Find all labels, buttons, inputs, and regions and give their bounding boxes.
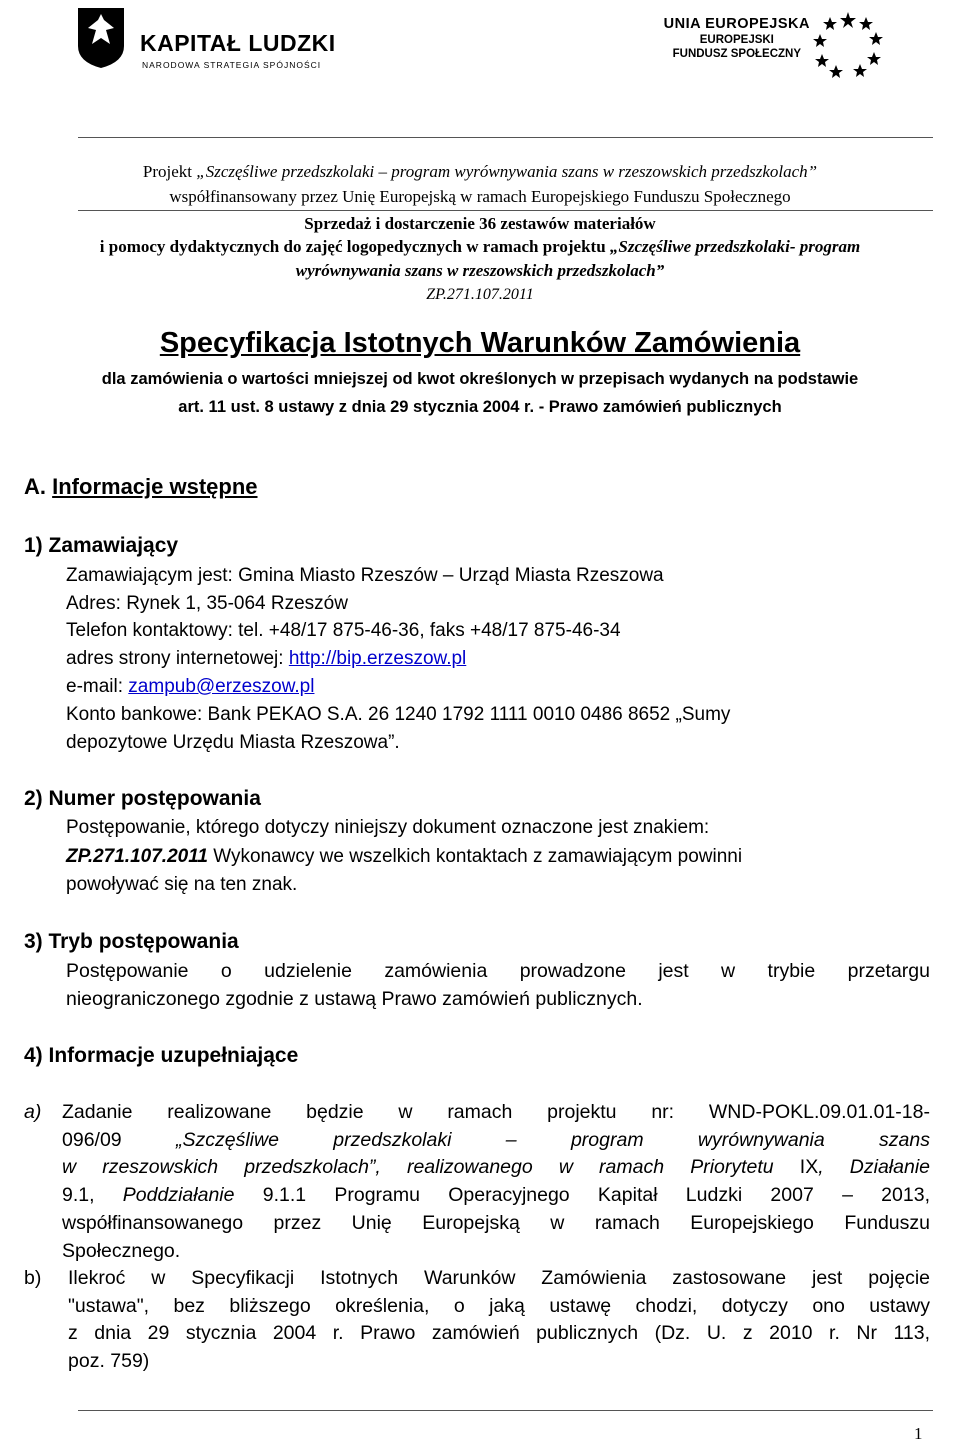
- s4-a-line-3-sep: ,: [818, 1156, 850, 1178]
- logo-left-subtitle: NARODOWA STRATEGIA SPÓJNOŚCI: [142, 60, 322, 70]
- s4-a-line-2-prefix: 096/09: [62, 1129, 176, 1151]
- footer-rule: [78, 1410, 933, 1411]
- sale-line-2-italic: „Szczęśliwe przedszkolaki- program: [609, 237, 861, 256]
- logo-right-text: [664, 16, 810, 60]
- s4-a-line-3: [62, 1156, 930, 1179]
- project-name: „Szczęśliwe przedszkolaki – program wyrównywania szans w rzeszowskich przedszkolach”: [196, 162, 818, 181]
- eu-efs-logo: [632, 10, 932, 86]
- s1-line-3: Telefon kontaktowy: tel. +48/17 875-46-36, faks +48/17 875-46-34: [66, 620, 621, 641]
- document-title: Specyfikacja Istotnych Warunków Zamówienia: [159, 327, 801, 359]
- sale-line-1: Sprzedaż i dostarczenie 36 zestawów materiałów: [304, 214, 656, 233]
- s4-a-line-4: [62, 1184, 930, 1207]
- cofinanced-line: współfinansowany przez Unię Europejską w ramach Europejskiego Funduszu Społecznego: [169, 187, 791, 206]
- poland-emblem-icon: [76, 6, 126, 70]
- s3-heading: 3) Tryb postępowania: [24, 930, 239, 953]
- s2-line-2-rest: Wykonawcy we wszelkich kontaktach z zamawiającym powinni: [207, 846, 743, 867]
- page-number: 1: [914, 1424, 923, 1443]
- s1-www-line: [66, 648, 466, 670]
- website-link[interactable]: http://bip.erzeszow.pl: [288, 648, 467, 669]
- s4-b-line-1: Ilekroć w Specyfikacji Istotnych Warunków Zamówienia zastosowane jest pojęcie: [68, 1267, 930, 1289]
- s4-b-line-3: z dnia 29 stycznia 2004 r. Prawo zamówień publicznych (Dz. U. z 2010 r. Nr 113,: [68, 1322, 930, 1344]
- sale-line-2: [0, 237, 960, 257]
- s1-bank-line-2: depozytowe Urzędu Miasta Rzeszowa”.: [66, 732, 400, 753]
- s4-b-line-2: "ustawa", bez bliższego określenia, o jaką ustawę chodzi, dotyczy ono ustawy: [68, 1295, 930, 1317]
- s2-line-2: [66, 846, 742, 868]
- email-link[interactable]: zampub@erzeszow.pl: [128, 676, 315, 697]
- s2-heading: 2) Numer postępowania: [24, 787, 261, 810]
- s4-a-line-5: współfinansowanego przez Unię Europejską w ramach Europejskiego Funduszu: [62, 1212, 930, 1234]
- s1-email-label: e-mail:: [66, 676, 129, 697]
- s4-a-line-4-b: 9.1.1 Programu Operacyjnego Kapitał Ludzki 2007 – 2013,: [234, 1184, 930, 1206]
- s4-a-label-text: a): [24, 1101, 42, 1123]
- s4-heading: 4) Informacje uzupełniające: [24, 1044, 299, 1067]
- s4-a-line-4-a: 9.1,: [62, 1184, 123, 1206]
- s4-a-line-2: [62, 1129, 930, 1152]
- s1-www-label: adres strony internetowej:: [66, 648, 289, 669]
- s4-b-label: b): [24, 1267, 42, 1289]
- s4-a-line-3-italic2: Działanie: [849, 1156, 930, 1178]
- s4-a-line-2-italic: „Szczęśliwe przedszkolaki – program wyrównywania szans: [176, 1129, 931, 1151]
- s4-b-line-4: poz. 759): [68, 1350, 150, 1372]
- s1-email-line: [66, 676, 314, 698]
- s4-a-line-3-italic: w rzeszowskich przedszkolach”, realizowanego w ramach Priorytetu: [62, 1156, 800, 1178]
- header-rule-bottom: [78, 210, 933, 211]
- header-rule-top: [78, 137, 933, 138]
- project-line: [0, 162, 960, 182]
- s1-line-2: Adres: Rynek 1, 35-064 Rzeszów: [66, 593, 348, 614]
- s3-line-2: nieograniczonego zgodnie z ustawą Prawo zamówień publicznych.: [66, 988, 643, 1010]
- s4-a-line-6: Społecznego.: [62, 1240, 181, 1262]
- s2-line-1: Postępowanie, którego dotyczy niniejszy dokument oznaczone jest znakiem:: [66, 817, 710, 838]
- eu-stars-icon: [812, 10, 884, 82]
- s1-heading: 1) Zamawiający: [24, 534, 179, 557]
- section-a-prefix: A.: [24, 474, 53, 499]
- s4-a-label: [24, 1101, 41, 1124]
- section-a-heading: [24, 474, 258, 500]
- s3-line-1: Postępowanie o udzielenie zamówienia prowadzone jest w trybie przetargu: [66, 960, 930, 982]
- subtitle-line-2: art. 11 ust. 8 ustawy z dnia 29 stycznia 2004 r. - Prawo zamówień publicznych: [178, 398, 782, 416]
- logo-left-title: KAPITAŁ LUDZKI: [140, 30, 336, 56]
- s2-line-3: powoływać się na ten znak.: [66, 874, 298, 895]
- logo-right-line2: EUROPEJSKI: [699, 34, 774, 46]
- sale-line-2-prefix: i pomocy dydaktycznych do zajęć logopedycznych w ramach projektu: [99, 237, 610, 256]
- reference-number: ZP.271.107.2011: [426, 286, 534, 303]
- project-prefix: Projekt: [142, 162, 197, 181]
- s2-ref: ZP.271.107.2011: [66, 846, 208, 867]
- logo-right-line1: UNIA EUROPEJSKA: [663, 16, 810, 32]
- logo-right-line3: FUNDUSZ SPOŁECZNY: [672, 48, 802, 60]
- s1-line-1: Zamawiającym jest: Gmina Miasto Rzeszów – Urząd Miasta Rzeszowa: [66, 565, 664, 586]
- s1-bank-line-1: Konto bankowe: Bank PEKAO S.A. 26 1240 1792 1111 0010 0486 8652 „Sumy: [66, 704, 731, 725]
- section-a-title: Informacje wstępne: [52, 474, 258, 499]
- subtitle-line-1: dla zamówienia o wartości mniejszej od kwot określonych w przepisach wydanych na podstawie: [101, 370, 859, 388]
- s4-a-line-1: Zadanie realizowane będzie w ramach projektu nr: WND-POKL.09.01.01-18-: [62, 1101, 930, 1123]
- s4-a-line-3-roman: IX: [799, 1156, 819, 1178]
- s4-a-line-4-italic: Poddziałanie: [122, 1184, 235, 1206]
- kapital-ludzki-logo: [62, 4, 336, 86]
- sale-line-3: wyrównywania szans w rzeszowskich przedszkolach”: [295, 261, 665, 280]
